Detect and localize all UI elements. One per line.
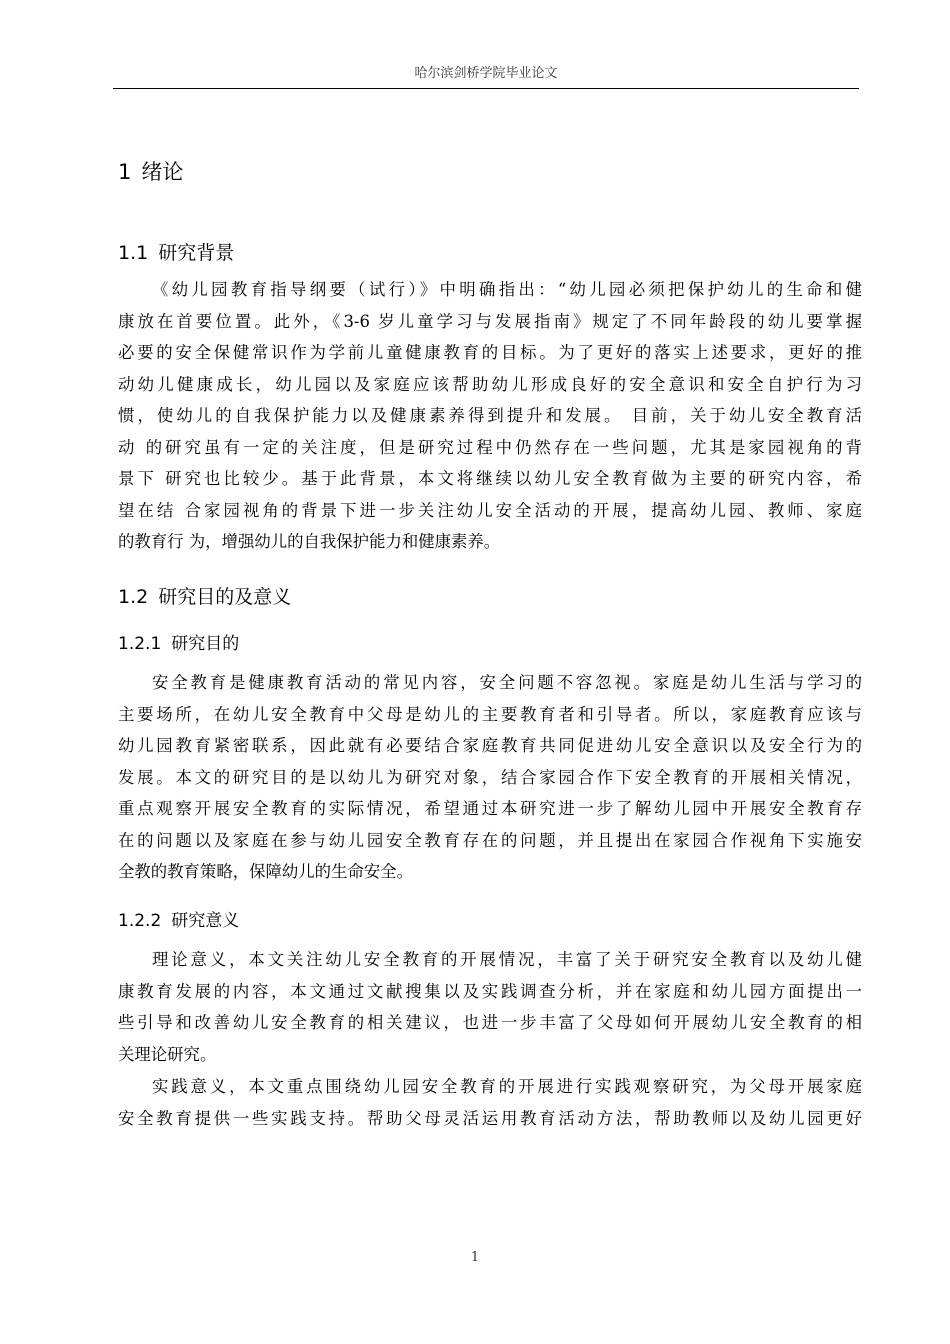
header-title: 哈尔滨剑桥学院毕业论文 xyxy=(414,66,558,81)
subsection-number: 1.2.1 xyxy=(118,634,162,654)
text-line: 康教育发展的内容，本文通过文献搜集以及实践调查分析，并在家庭和幼儿园方面提出一 xyxy=(118,981,862,1001)
text-line: 惯，使幼儿的自我保护能力以及健康素养得到提升和发展。 目前，关于幼儿安全教育活 xyxy=(118,406,862,425)
chapter-heading xyxy=(118,155,183,189)
subsection-number: 1.2.2 xyxy=(118,911,162,931)
subsection-heading-1-2-1 xyxy=(118,630,239,658)
text-line: 动 的研究虽有一定的关注度，但是研究过程中仍然存在一些问题，尤其是家园视角的背 xyxy=(118,437,862,457)
paragraph-purpose xyxy=(118,667,862,888)
text-line: 安全教育提供一些实践支持。帮助父母灵活运用教育活动方法，帮助教师以及幼儿园更好 xyxy=(118,1108,862,1128)
subsection-heading-1-2-2 xyxy=(118,907,239,935)
text-line: 康放在首要位置。此外，《3-6 岁儿童学习与发展指南》规定了不同年龄段的幼儿要掌握 xyxy=(118,311,862,331)
paragraph-background xyxy=(118,274,862,558)
text-line: 幼儿园教育紧密联系，因此就有必要结合家庭教育共同促进幼儿安全意识以及安全行为的 xyxy=(118,736,862,755)
text-line: 《幼儿园教育指导纲要（试行）》中明确指出：“幼儿园必须把保护幼儿的生命和健 xyxy=(152,280,862,299)
chapter-number: 1 xyxy=(118,160,132,184)
section-heading-1-2 xyxy=(118,582,291,612)
text-line: 实践意义，本文重点围绕幼儿园安全教育的开展进行实践观察研究，为父母开展家庭 xyxy=(152,1077,862,1096)
text-line: 些引导和改善幼儿安全教育的相关建议，也进一步丰富了父母如何开展幼儿安全教育的相 xyxy=(118,1013,862,1032)
chapter-title: 绪论 xyxy=(141,160,184,184)
section-title: 研究目的及意义 xyxy=(158,586,292,608)
page-header xyxy=(113,64,859,89)
text-line: 全教的教育策略，保障幼儿的生命安全。 xyxy=(118,862,414,881)
text-line: 安全教育是健康教育活动的常见内容，安全问题不容忽视。家庭是幼儿生活与学习的 xyxy=(152,673,862,692)
section-heading-1-1 xyxy=(118,238,234,268)
text-line: 关理论研究。 xyxy=(118,1044,217,1064)
text-line: 在的问题以及家庭在参与幼儿园安全教育存在的问题，并且提出在家园合作视角下实施安 xyxy=(118,830,862,850)
paragraph-practice xyxy=(118,1071,862,1134)
text-line: 重点观察开展安全教育的实际情况，希望通过本研究进一步了解幼儿园中开展安全教育存 xyxy=(118,799,862,818)
text-line: 的教育行 为，增强幼儿的自我保护能力和健康素养。 xyxy=(118,532,501,551)
text-line: 发展。本文的研究目的是以幼儿为研究对象，结合家园合作下安全教育的开展相关情况， xyxy=(118,767,862,787)
section-title: 研究背景 xyxy=(158,242,235,264)
text-line: 望在结 合家园视角的背景下进一步关注幼儿安全活动的开展，提高幼儿园、教师、家庭 xyxy=(118,500,862,520)
text-line: 景下 研究也比较少。基于此背景，本文将继续以幼儿安全教育做为主要的研究内容，希 xyxy=(118,469,862,488)
text-line: 主要场所，在幼儿安全教育中父母是幼儿的主要教育者和引导者。所以，家庭教育应该与 xyxy=(118,704,862,724)
text-line: 理论意义，本文关注幼儿安全教育的开展情况，丰富了关于研究安全教育以及幼儿健 xyxy=(152,950,862,969)
text-line: 动幼儿健康成长，幼儿园以及家庭应该帮助幼儿形成良好的安全意识和安全自护行为习 xyxy=(118,374,862,394)
subsection-title: 研究目的 xyxy=(171,634,240,654)
page-number: 1 xyxy=(470,1250,480,1265)
section-number: 1.1 xyxy=(118,242,149,264)
paragraph-theory xyxy=(118,944,862,1070)
subsection-title: 研究意义 xyxy=(171,911,240,931)
section-number: 1.2 xyxy=(118,586,149,608)
text-line: 必要的安全保健常识作为学前儿童健康教育的目标。为了更好的落实上述要求，更好的推 xyxy=(118,343,862,362)
